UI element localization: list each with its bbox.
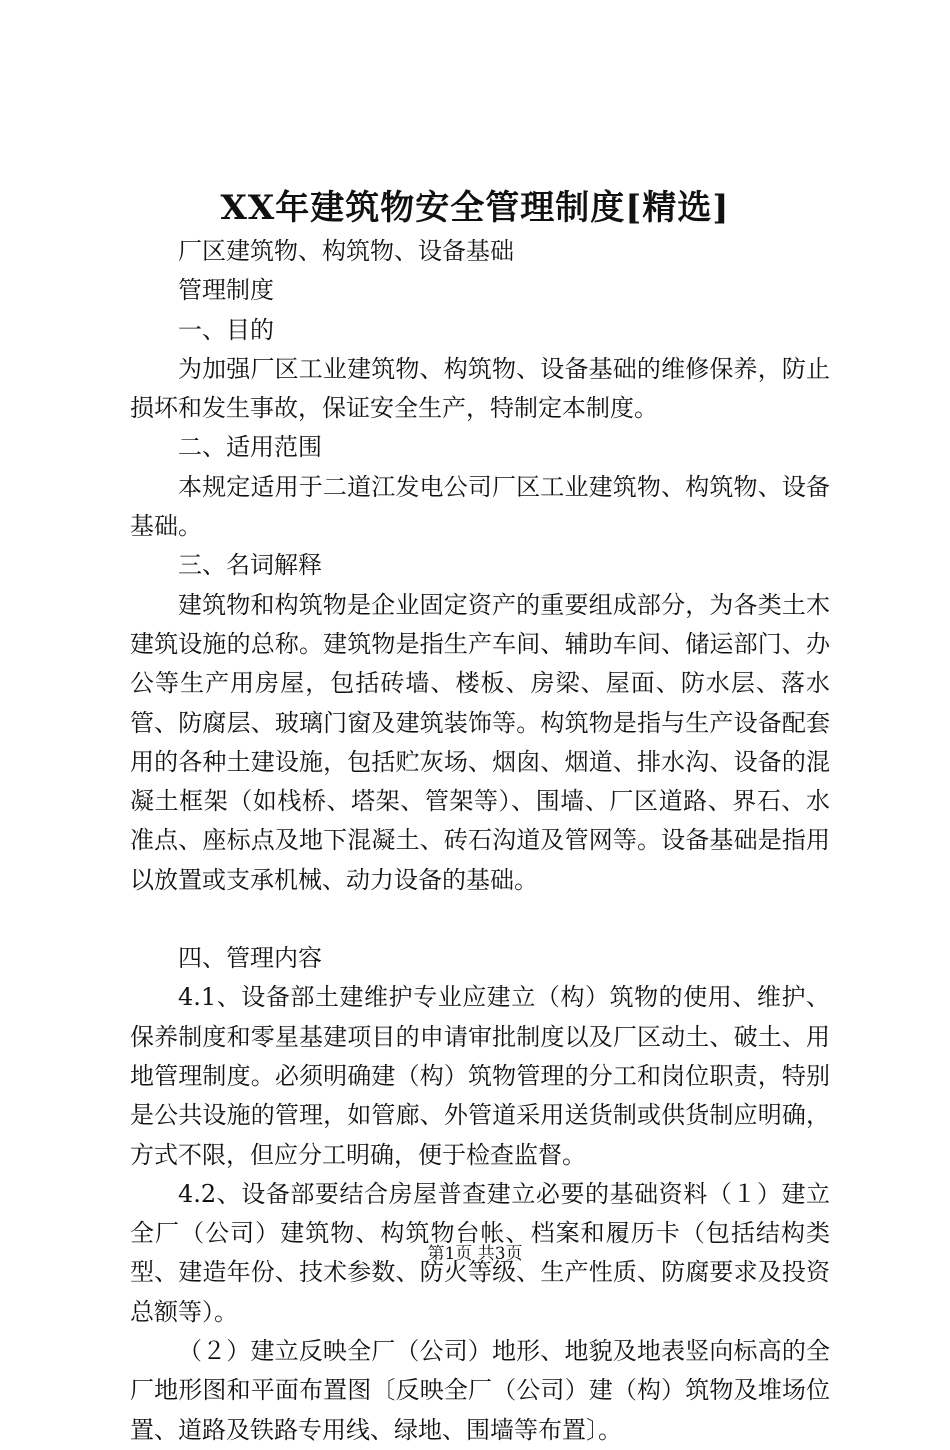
document-title: XX年建筑物安全管理制度[精选] (220, 188, 730, 228)
section-heading-management: 四、管理内容 (178, 944, 322, 973)
section-heading-definitions: 三、名词解释 (178, 551, 322, 580)
page-footer: 第1页 共3页 (427, 1244, 523, 1264)
paragraph-definitions: 建筑物和构筑物是企业固定资产的重要组成部分，为各类土木建筑设施的总称。建筑物是指生产车间、辅助车间、储运部门、办公等生产用房屋，包括砖墙、楼板、房梁、屋面、防水层、落水管、防腐层、玻璃门窗及建筑装饰等。构筑物是指与生产设备配套用的各种土建设施，包括贮灰场、烟囱、烟道、排水沟、设备的混凝土框架（如栈桥、塔架、管架等）、围墙、厂区道路、界石、水准点、座标点及地下混凝土、砖石沟道及管网等。设备基础是指用以放置或支承机械、动力设备的基础。 (130, 590, 830, 894)
paragraph-clause-4-2: 4.2、设备部要结合房屋普查建立必要的基础资料（１）建立全厂（公司）建筑物、构筑物台帐、档案和履历卡（包括结构类型、建造年份、技术参数、防火等级、生产性质、防腐要求及投资总额等）。 (130, 1179, 830, 1326)
paragraph-clause-4-1: 4.1、设备部土建维护专业应建立（构）筑物的使用、维护、保养制度和零星基建项目的申请审批制度以及厂区动土、破土、用地管理制度。必须明确建（构）筑物管理的分工和岗位职责，特别是公共设施的管理，如管廊、外管道采用送货制或供货制应明确，方式不限，但应分工明确，便于检查监督。 (130, 983, 830, 1169)
document-body (130, 232, 830, 1450)
paragraph-clause-4-2-2: （２）建立反映全厂（公司）地形、地貌及地表竖向标高的全厂地形图和平面布置图〔反映全厂（公司）建（构）筑物及堆场位置、道路及铁路专用线、绿地、围墙等布置〕。 (130, 1337, 830, 1444)
paragraph-applicability: 本规定适用于二道江发电公司厂区工业建筑物、构筑物、设备基础。 (130, 472, 830, 541)
paragraph-heading-system: 管理制度 (178, 276, 274, 305)
section-heading-applicability: 二、适用范围 (178, 433, 322, 462)
paragraph-heading-scope: 厂区建筑物、构筑物、设备基础 (178, 237, 514, 265)
paragraph-purpose: 为加强厂区工业建筑物、构筑物、设备基础的维修保养，防止损坏和发生事故，保证安全生产，特制定本制度。 (130, 354, 830, 423)
section-heading-purpose: 一、目的 (178, 315, 274, 344)
